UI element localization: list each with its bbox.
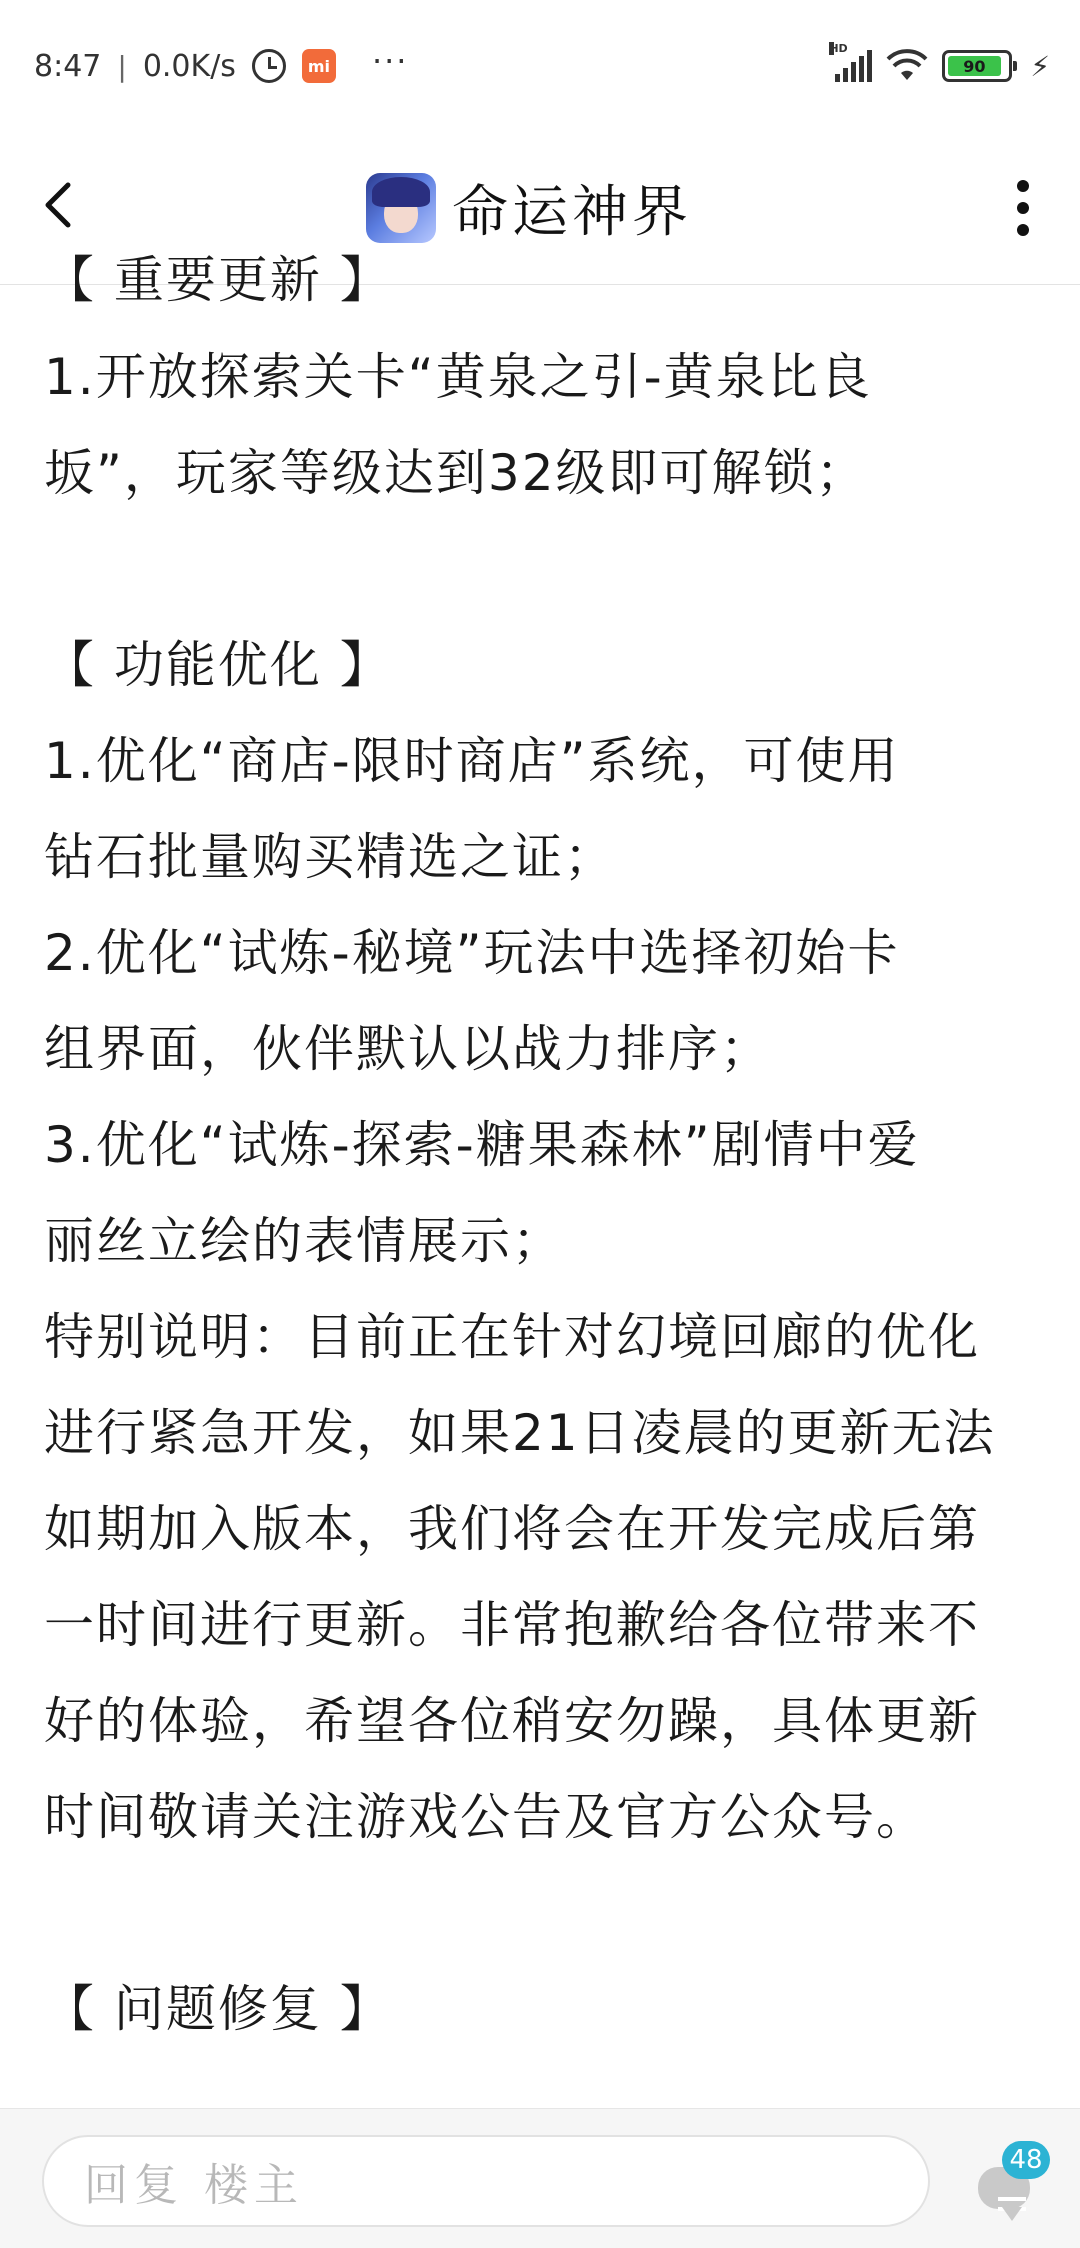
battery-level: 90	[948, 56, 1000, 76]
article-line: 【 重要更新 】	[44, 251, 392, 309]
battery-icon	[942, 50, 1012, 82]
mi-app-icon: mi	[302, 49, 336, 83]
hd-label: HD	[829, 42, 848, 55]
status-more-icon: ···	[371, 42, 409, 80]
article-line: 坂”，玩家等级达到32级即可解锁；	[44, 444, 868, 502]
status-separator: |	[117, 49, 127, 83]
reply-bar	[0, 2108, 1080, 2248]
article-line: 钻石批量购买精选之证；	[44, 828, 616, 886]
dot-icon	[1017, 202, 1029, 214]
reply-placeholder: 回复 楼主	[84, 2160, 304, 2211]
article-line: 好的体验，希望各位稍安勿躁，具体更新	[44, 1692, 980, 1750]
status-left	[34, 44, 408, 88]
dot-icon	[1017, 180, 1029, 192]
alarm-icon	[252, 49, 286, 83]
article-line: 特别说明：目前正在针对幻境回廊的优化	[44, 1308, 980, 1366]
status-right	[831, 44, 1050, 88]
more-options-button[interactable]	[1008, 180, 1038, 236]
comment-count-badge: 48	[1002, 2141, 1050, 2179]
chevron-left-icon	[38, 179, 78, 231]
status-bar	[0, 0, 1080, 130]
status-time: 8:47	[34, 48, 102, 84]
article-line: 3.优化“试炼-探索-糖果森林”剧情中爱	[44, 1116, 920, 1174]
reply-input[interactable]	[42, 2135, 930, 2227]
article-content[interactable]	[0, 251, 1080, 2108]
article-line: 2.优化“试炼-秘境”玩法中选择初始卡	[44, 924, 900, 982]
article-line: 如期加入版本，我们将会在开发完成后第	[44, 1500, 980, 1558]
article-line: 时间敬请关注游戏公告及官方公众号。	[44, 1788, 928, 1846]
comments-button[interactable]	[970, 2145, 1043, 2221]
article-line: 进行紧急开发，如果21日凌晨的更新无法	[44, 1404, 996, 1462]
article-line: 组界面，伙伴默认以战力排序；	[44, 1020, 772, 1078]
charging-bolt-icon: ⚡	[1030, 49, 1050, 83]
header-center	[366, 172, 692, 244]
cellular-signal-icon	[829, 42, 872, 82]
article-line: 1.优化“商店-限时商店”系统，可使用	[44, 732, 900, 790]
article-line: 一时间进行更新。非常抱歉给各位带来不	[44, 1596, 980, 1654]
article-line: 丽丝立绘的表情展示；	[44, 1212, 564, 1270]
status-net-speed: 0.0K/s	[142, 48, 236, 84]
dot-icon	[1017, 224, 1029, 236]
section-heading: 【 功能优化 】	[44, 636, 392, 694]
app-avatar	[366, 173, 436, 243]
section-heading: 【 问题修复 】	[44, 1980, 392, 2038]
wifi-icon	[886, 50, 928, 82]
article-line: 1.开放探索关卡“黄泉之引-黄泉比良	[44, 348, 872, 406]
page-title: 命运神界	[452, 180, 692, 245]
back-button[interactable]	[28, 175, 88, 235]
